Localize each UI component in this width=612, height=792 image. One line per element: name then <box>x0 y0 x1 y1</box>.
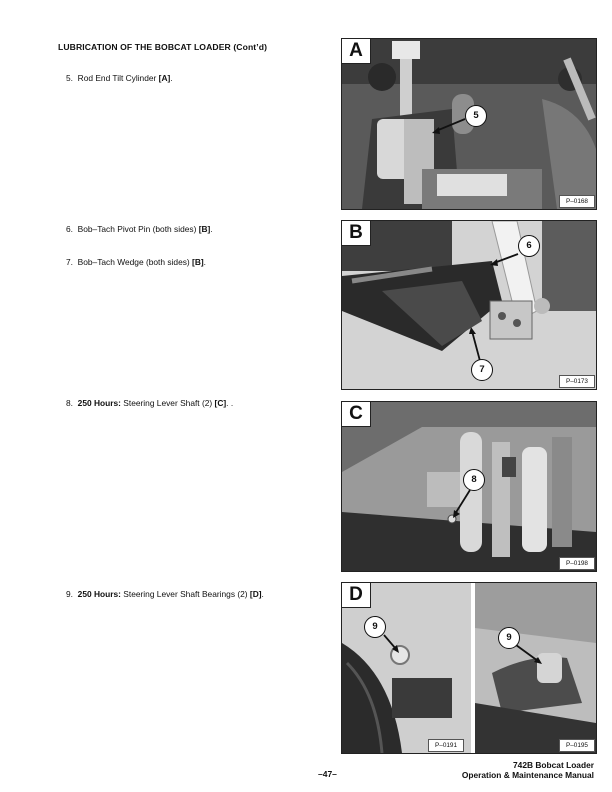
step-text: Rod End Tilt Cylinder <box>77 73 157 83</box>
figure-ref: [D] <box>249 589 262 599</box>
figure-a-photo <box>341 38 597 210</box>
photo-illustration <box>342 583 596 753</box>
callout-5: 5 <box>465 105 487 127</box>
figure-letter: C <box>342 402 371 427</box>
interval-label: 250 Hours: <box>77 398 121 408</box>
figure-b-photo <box>341 220 597 390</box>
step-text: Steering Lever Shaft Bearings (2) <box>123 589 248 599</box>
step-number: 6. <box>66 224 73 234</box>
photo-code-right: P–0195 <box>559 739 595 752</box>
step-6: 6. Bob–Tach Pivot Pin (both sides) [B]. <box>66 224 213 234</box>
photo-illustration <box>342 221 596 389</box>
step-text: Bob–Tach Wedge (both sides) <box>77 257 190 267</box>
page-number: –47– <box>318 769 337 779</box>
figure-letter: A <box>342 39 371 64</box>
callout-9-left: 9 <box>364 616 386 638</box>
step-7: 7. Bob–Tach Wedge (both sides) [B]. <box>66 257 206 267</box>
photo-code: P–0168 <box>559 195 595 208</box>
step-8: 8. 250 Hours: Steering Lever Shaft (2) [C]. . <box>66 398 234 408</box>
step-number: 7. <box>66 257 73 267</box>
callout-8: 8 <box>463 469 485 491</box>
step-9: 9. 250 Hours: Steering Lever Shaft Bearings (2) [D]. <box>66 589 264 599</box>
step-number: 8. <box>66 398 73 408</box>
figure-ref: [B] <box>192 257 204 267</box>
figure-letter: B <box>342 221 371 246</box>
photo-code: P–0173 <box>559 375 595 388</box>
figure-ref: [A] <box>158 73 171 83</box>
figure-c-photo <box>341 401 597 572</box>
step-text: Steering Lever Shaft (2) <box>123 398 213 408</box>
section-heading: LUBRICATION OF THE BOBCAT LOADER (Cont’d) <box>58 42 268 52</box>
manual-name: Operation & Maintenance Manual <box>461 770 594 780</box>
step-number: 9. <box>66 589 73 599</box>
model-name: 742B Bobcat Loader <box>513 760 594 770</box>
footer-title <box>462 760 594 780</box>
photo-code: P–0198 <box>559 557 595 570</box>
figure-ref: [C] <box>214 398 227 408</box>
figure-d-photo <box>341 582 597 754</box>
callout-7: 7 <box>471 359 493 381</box>
step-5: 5. Rod End Tilt Cylinder [A]. <box>66 73 173 83</box>
step-text: Bob–Tach Pivot Pin (both sides) <box>77 224 197 234</box>
interval-label: 250 Hours: <box>77 589 121 599</box>
figure-letter: D <box>342 583 371 608</box>
callout-9-right: 9 <box>498 627 520 649</box>
step-number: 5. <box>66 73 73 83</box>
photo-code-left: P–0191 <box>428 739 464 752</box>
callout-6: 6 <box>518 235 540 257</box>
figure-ref: [B] <box>198 224 211 234</box>
